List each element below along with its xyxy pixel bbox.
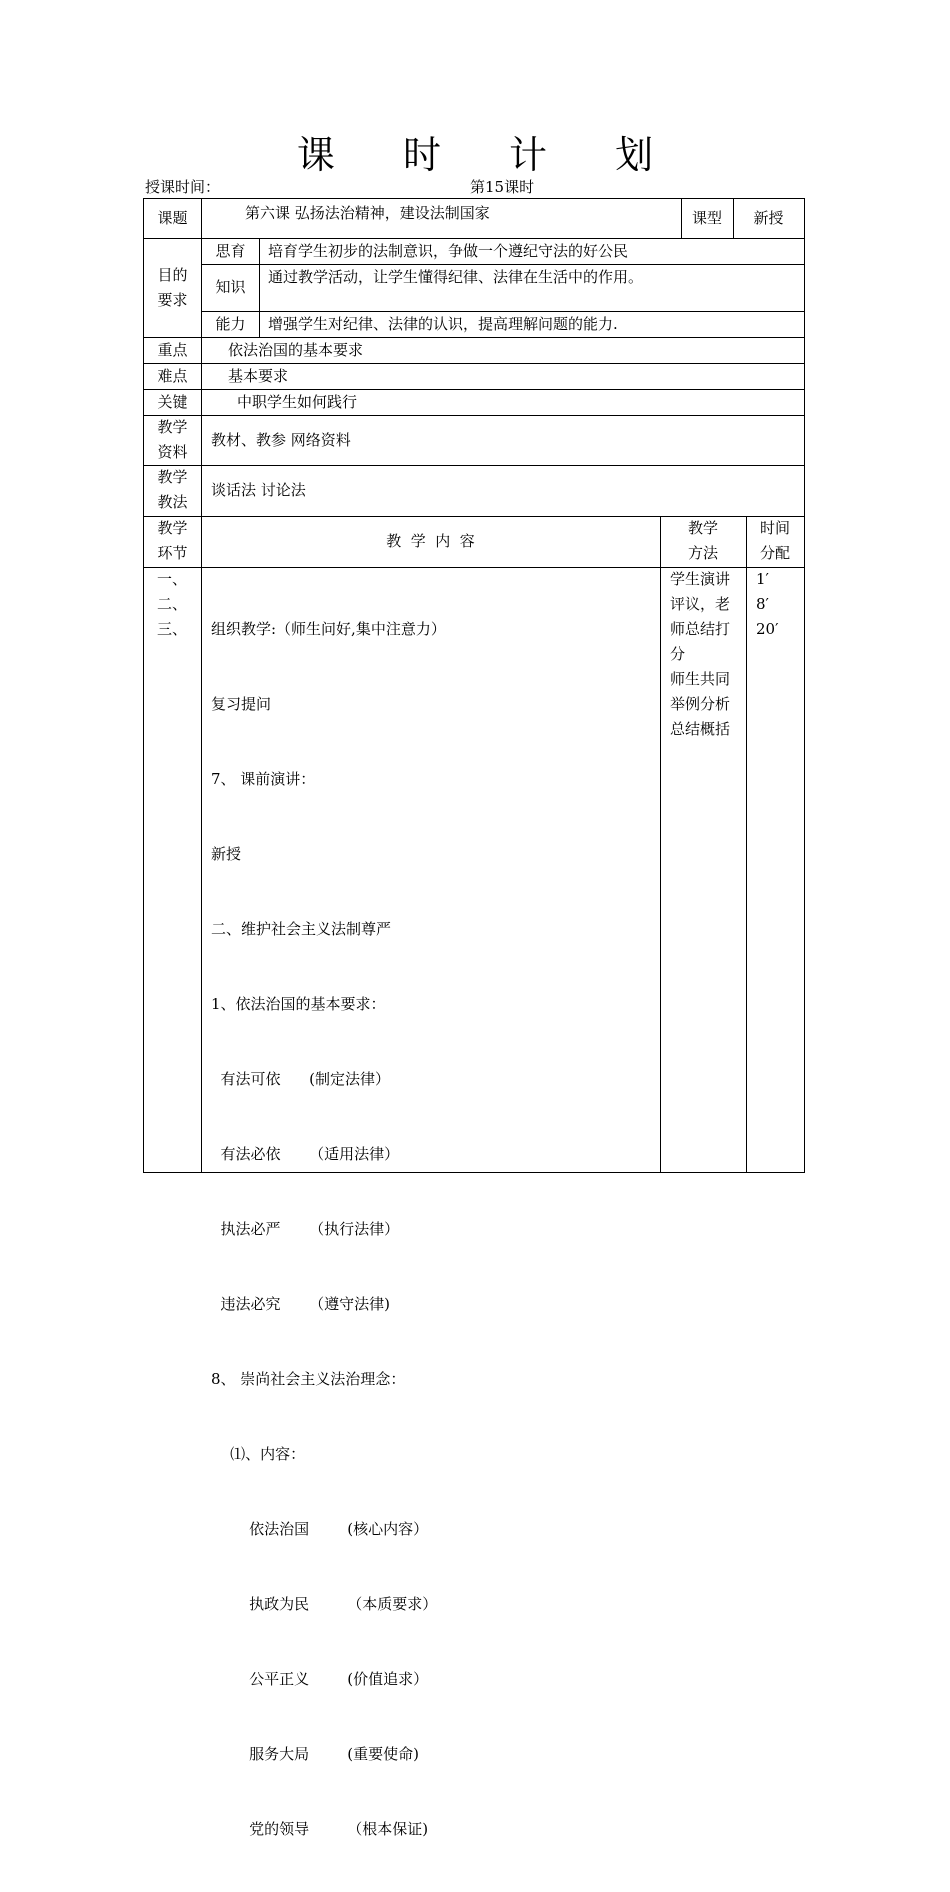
materials-text: 教材、教参 网络资料: [211, 431, 351, 449]
stage-list: [157, 567, 187, 642]
content-lines: [211, 567, 446, 1892]
goals-label-2: 要求: [157, 291, 188, 309]
goal-knowledge-label: 知识: [215, 278, 246, 296]
goal-ability-label: 能力: [215, 315, 246, 333]
method-line: 总结概括: [670, 720, 731, 738]
time-header-2: 分配: [759, 544, 790, 562]
goal-knowledge-text: 通过教学活动，让学生懂得纪律、法律在生活中的作用。: [268, 268, 644, 286]
content-line: 服务大局 (重要使命): [211, 1745, 419, 1763]
materials-label-2: 资料: [157, 443, 188, 461]
content-line: 新授: [211, 845, 242, 863]
key-point-text: 依法治国的基本要求: [228, 341, 364, 359]
goal-moral-text: 培育学生初步的法制意识，争做一个遵纪守法的好公民: [268, 242, 629, 260]
lesson-plan-table: [143, 198, 805, 1838]
crux-label: 关键: [157, 393, 188, 411]
time-line: 20′: [756, 620, 779, 638]
method-header-2: 方法: [687, 544, 718, 562]
method-line: 举例分析: [670, 695, 731, 713]
goal-moral-label: 思育: [215, 242, 246, 260]
stage-header-1: 教学: [157, 519, 188, 537]
class-time-label: 授课时间：: [145, 178, 221, 196]
content-line: 公平正义 (价值追求）: [211, 1670, 429, 1688]
lesson-type-label: 课型: [691, 209, 722, 227]
content-line: 执政为民 （本质要求）: [211, 1595, 438, 1613]
content-line: ⑴、内容：: [211, 1445, 306, 1463]
stage-item: 三、: [157, 620, 188, 638]
content-line: 二、维护社会主义法制尊严: [211, 920, 392, 938]
method-lines: [670, 567, 730, 742]
content-line: 依法治国 (核心内容）: [211, 1520, 429, 1538]
method-line: 评议，老: [670, 595, 731, 613]
methods-label-2: 教法: [157, 493, 188, 511]
goals-label-1: 目的: [157, 266, 188, 284]
topic-label: 课题: [157, 209, 188, 227]
time-lines: [756, 567, 779, 642]
content-line: 复习提问: [211, 695, 272, 713]
goal-ability-text: 增强学生对纪律、法律的认识，提高理解问题的能力.: [268, 315, 618, 333]
content-line: 7、 课前演讲：: [211, 770, 316, 788]
crux-text: 中职学生如何践行: [237, 393, 358, 411]
time-line: 1′: [756, 570, 769, 588]
content-line: 1、依法治国的基本要求：: [211, 995, 386, 1013]
content-header: 教 学 内 容: [386, 532, 475, 550]
method-line: 师生共同: [670, 670, 731, 688]
content-line: 组织教学:（师生问好,集中注意力）: [211, 620, 446, 638]
period-label: 第15课时: [470, 178, 535, 196]
time-header-1: 时间: [759, 519, 790, 537]
stage-header-2: 环节: [157, 544, 188, 562]
topic-value: 第六课 弘扬法治精神，建设法制国家: [245, 204, 490, 222]
content-line: 执法必严 （执行法律）: [211, 1220, 400, 1238]
stage-item: 二、: [157, 595, 188, 613]
content-line: 党的领导 （根本保证): [211, 1820, 429, 1838]
methods-text: 谈话法 讨论法: [211, 481, 306, 499]
materials-label-1: 教学: [157, 418, 188, 436]
method-header-1: 教学: [687, 519, 718, 537]
key-point-label: 重点: [157, 341, 188, 359]
content-line: 有法必依 （适用法律）: [211, 1145, 400, 1163]
content-line: 8、 崇尚社会主义法治理念：: [211, 1370, 406, 1388]
difficulty-text: 基本要求: [228, 367, 289, 385]
time-line: 8′: [756, 595, 769, 613]
method-line: 学生演讲: [670, 570, 731, 588]
difficulty-label: 难点: [157, 367, 188, 385]
content-line: 有法可依 (制定法律）: [211, 1070, 390, 1088]
lesson-type-value: 新授: [753, 209, 784, 227]
page-title: 课 时 计 划: [296, 133, 682, 177]
method-line: 分: [670, 645, 686, 663]
method-line: 师总结打: [670, 620, 731, 638]
methods-label-1: 教学: [157, 468, 188, 486]
content-line: 违法必究 （遵守法律): [211, 1295, 390, 1313]
stage-item: 一、: [157, 570, 188, 588]
